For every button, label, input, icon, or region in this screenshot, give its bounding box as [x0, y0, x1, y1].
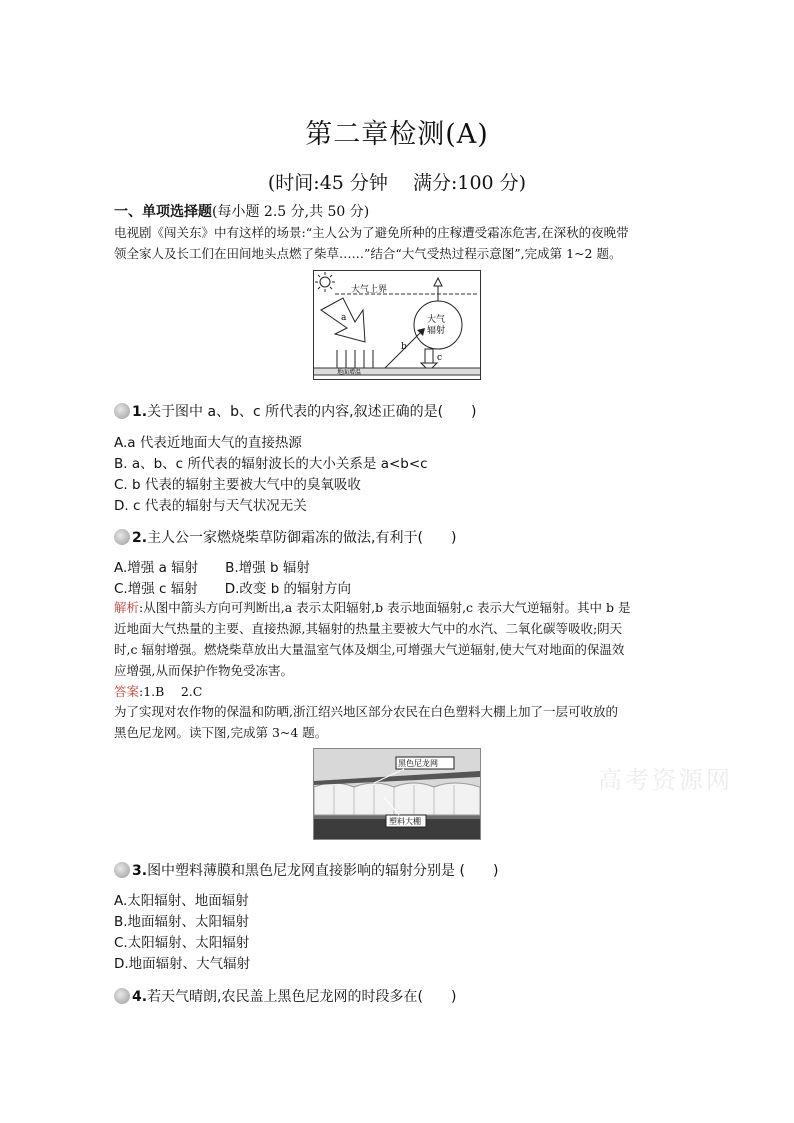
label-b: b	[401, 342, 407, 352]
section-heading: 一、单项选择题(每小题 2.5 分,共 50 分)	[114, 204, 370, 220]
label-c: c	[437, 353, 443, 363]
label-ground: 地面增温	[337, 369, 362, 376]
intro2-paragraph: 为了实现对农作物的保温和防晒,浙江绍兴地区部分农民在白色塑料大棚上加了一层可收放的 黑色尼龙网。读下图,完成第 3~4 题。	[114, 704, 618, 740]
label-black-net: 黑色尼龙网	[398, 759, 438, 768]
analysis-label: 解析	[114, 600, 140, 615]
q2-options-row-1: A.增强 a 辐射 B.增强 b 辐射	[114, 560, 310, 576]
q3-option-a: A.太阳辐射、地面辐射	[114, 893, 249, 909]
label-a: a	[341, 313, 347, 323]
q2-options-row-2: C.增强 c 辐射 D.改变 b 的辐射方向	[114, 581, 352, 597]
label-atm-1: 大气	[427, 315, 446, 325]
question-3: 3.图中塑料薄膜和黑色尼龙网直接影响的辐射分别是 ( )	[114, 860, 498, 880]
question-1: 1.关于图中 a、b、c 所代表的内容,叙述正确的是( )	[114, 401, 477, 421]
question-2: 2.主人公一家燃烧柴草防御霜冻的做法,有利于( )	[114, 527, 456, 547]
intro-paragraph: 电视剧《闯关东》中有这样的场景:“主人公为了避免所种的庄稼遭受霜冻危害,在深秋的夜晚带 领全家人及长工们在田间地头点燃了柴草……”结合“大气受热过程示意图”,完成第 1~2 题。	[114, 225, 629, 261]
question-bullet-icon	[114, 403, 130, 419]
q3-option-b: B.地面辐射、太阳辐射	[114, 914, 250, 930]
question-bullet-icon	[114, 988, 130, 1004]
q1-option-c: C. b 代表的辐射主要被大气中的臭氧吸收	[114, 477, 361, 493]
watermark: 高考资源网	[598, 766, 733, 794]
page-title: 第二章检测(A)	[305, 119, 489, 150]
answer-line: 答案:1.B 2.C	[114, 684, 203, 699]
q1-option-d: D. c 代表的辐射与天气状况无关	[114, 498, 307, 514]
label-plastic-shed: 塑料大棚	[389, 817, 421, 826]
atmosphere-heating-diagram	[313, 270, 481, 380]
question-bullet-icon	[114, 862, 130, 878]
q1-option-b: B. a、b、c 所代表的辐射波长的大小关系是 a<b<c	[114, 456, 428, 472]
q3-option-c: C.太阳辐射、太阳辐射	[114, 935, 250, 951]
answer-label: 答案	[114, 684, 140, 699]
page-subtitle: (时间:45 分钟 满分:100 分)	[267, 172, 527, 194]
label-atm-2: 辐射	[427, 326, 446, 336]
analysis-block: 解析:从图中箭头方向可判断出,a 表示太阳辐射,b 表示地面辐射,c 表示大气逆辐射。其中 b 是 近地面大气热量的主要、直接热源,其辐射的热量主要被大气中的水汽、二氧化碳等吸收;阴天 时,c 辐射增强。燃烧柴草放出大量温室气体及烟尘,可增强大气逆辐射,使大气对地面的保温效 应增强,从而保护作物免受冻害。	[114, 600, 631, 678]
label-upper-atmosphere: 大气上界	[351, 285, 388, 295]
question-4: 4.若天气晴朗,农民盖上黑色尼龙网的时段多在( )	[114, 986, 456, 1006]
q1-option-a: A.a 代表近地面大气的直接热源	[114, 435, 302, 451]
greenhouse-photo	[313, 748, 481, 840]
question-bullet-icon	[114, 529, 130, 545]
q3-option-d: D.地面辐射、大气辐射	[114, 956, 251, 972]
